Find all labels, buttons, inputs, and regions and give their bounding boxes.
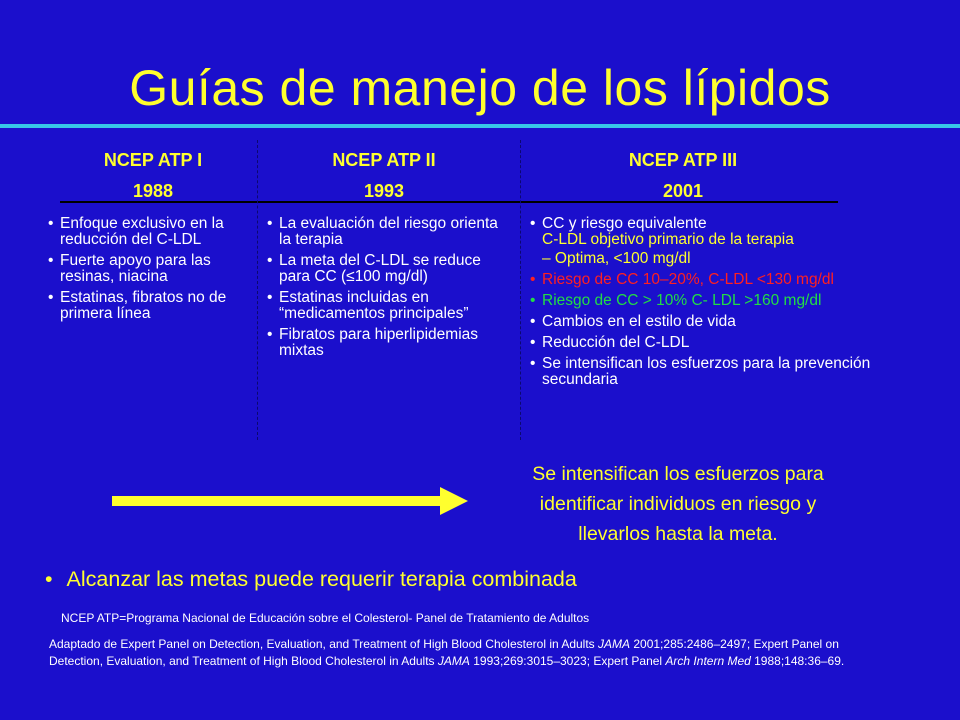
column-year: 2001 [662, 181, 704, 201]
list-item: • Se intensifican los esfuerzos para la prevención secundaria [530, 356, 875, 388]
list-item: • Estatinas, fibratos no de primera línea [48, 290, 258, 322]
main-bullet-text: Alcanzar las metas puede requerir terapia combinada [66, 567, 577, 591]
arrow-right-icon [112, 496, 447, 506]
column-year: 1988 [132, 181, 174, 201]
list-item: • Reducción del C-LDL [530, 335, 875, 351]
primary-target-text: C-LDL objetivo primario de la terapia [542, 231, 794, 248]
column-year: 1993 [363, 181, 405, 201]
column-header-atp1 [60, 145, 246, 207]
journal-name: JAMA [598, 637, 631, 651]
optimal-target-text: – Optima, <100 mg/dl [542, 250, 691, 267]
list-item-text: CC y riesgo equivalente [542, 215, 707, 232]
title-divider [0, 124, 960, 128]
main-bullet [45, 566, 577, 592]
header-divider [60, 201, 838, 203]
column-name: NCEP ATP III [628, 150, 738, 170]
atp3-list [530, 216, 875, 393]
emphasis-line: identificar individuos en riesgo y [539, 493, 817, 515]
list-item: • La evaluación del riesgo orienta la terapia [267, 216, 507, 248]
emphasis-line: Se intensifican los esfuerzos para [532, 463, 824, 485]
list-item: • Riesgo de CC 10–20%, C-LDL <130 mg/dl [530, 272, 875, 288]
list-item: • Fuerte apoyo para las resinas, niacina [48, 253, 258, 285]
atp1-list [48, 216, 258, 327]
column-name: NCEP ATP II [332, 150, 436, 170]
arrow-head-icon [440, 487, 468, 515]
list-item: • Riesgo de CC > 10% C- LDL >160 mg/dl [530, 293, 875, 309]
list-item: • Cambios en el estilo de vida [530, 314, 875, 330]
journal-name: JAMA [437, 654, 470, 668]
slide-title: Guías de manejo de los lípidos [129, 60, 831, 116]
column-name: NCEP ATP I [103, 150, 203, 170]
list-item: • Enfoque exclusivo en la reducción del C-LDL [48, 216, 258, 248]
emphasis-line: llevarlos hasta la meta. [578, 523, 778, 545]
bullet-icon: • [45, 567, 53, 591]
footnote-reference: Adaptado de Expert Panel on Detection, Evaluation, and Treatment of High Blood Cholesterol in Adults JAMA 2001;285:2486–2497; Expert Panel on Detection, Evaluation, and Treatment of High Blood Cholesterol in Adults JAMA 1993;269:3015–3023; Expert Panel Arch Intern Med 1988;148:36–69. [49, 637, 845, 668]
list-item [530, 216, 875, 267]
footnote-definition: NCEP ATP=Programa Nacional de Educación sobre el Colesterol- Panel de Tratamiento de Adultos [61, 611, 590, 625]
list-item: • Fibratos para hiperlipidemias mixtas [267, 327, 507, 359]
journal-name: Arch Intern Med [665, 654, 751, 668]
column-header-atp3 [538, 145, 828, 207]
list-item: • La meta del C-LDL se reduce para CC (≤100 mg/dl) [267, 253, 507, 285]
column-header-atp2 [266, 145, 502, 207]
atp2-list [267, 216, 507, 364]
emphasis-text [488, 459, 868, 549]
list-item: • Estatinas incluidas en “medicamentos principales” [267, 290, 507, 322]
column-divider [520, 140, 521, 440]
